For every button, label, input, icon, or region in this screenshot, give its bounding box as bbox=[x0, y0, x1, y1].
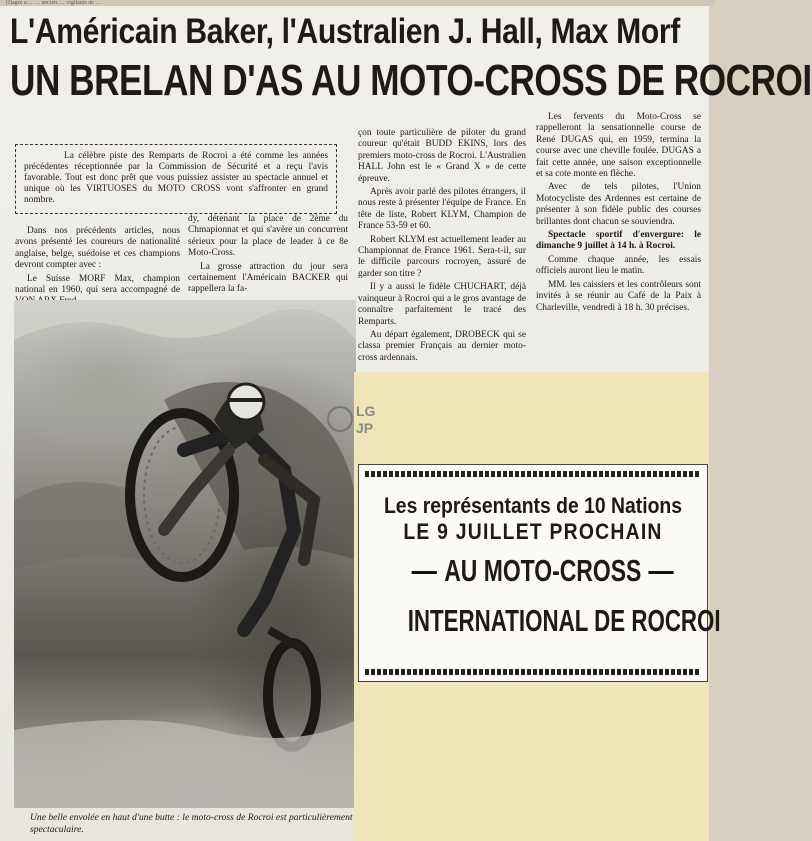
article-column-2 bbox=[188, 214, 348, 298]
article-column-1 bbox=[15, 226, 180, 310]
ad-bottom-border bbox=[365, 669, 701, 675]
col4-paragraph: MM. les caissiers et les contrôleurs sont invités à se réunir au Café de la Paix à Charleville, vendredi à 18 h. 30 précises. bbox=[536, 279, 701, 313]
col3-paragraph: Au départ également, DROBECK qui se classa premier Français au dernier moto-cross ardennais. bbox=[358, 329, 526, 363]
col2-paragraph: dy, détenant la place de 2ème du Chmapionnat et qui s'avère un concurrent sérieux pour la place de leader à ce 8e Moto-Cross. bbox=[188, 214, 348, 259]
col4-paragraph: Comme chaque année, les essais officiels auront lieu le matin. bbox=[536, 254, 701, 277]
watermark-line-2: JP bbox=[356, 420, 374, 436]
col4-paragraph: Les fervents du Moto-Cross se rappelleront la sensationnelle course de René DUGAS qui, en 1959, termina la course avec une cheville foulée. DUGAS a fait cette année, une saison exceptionnelle et sa cote monte en flèche. bbox=[536, 112, 701, 180]
dash-right bbox=[649, 571, 674, 574]
headline-line-1: L'Américain Baker, l'Australien J. Hall, Max Morf bbox=[10, 12, 680, 51]
dash-left bbox=[412, 571, 437, 574]
col1-paragraph: Le Suisse MORF Max, champion national en 1960, qui sera accompagné de bbox=[15, 273, 180, 296]
col3-paragraph: çon toute particulière de piloter du grand coureur qu'était BUDD EKINS, lors des premiers moto-cross de Rocroi. L'Australien HALL John est le « Grand X » de cette épreuve. bbox=[358, 128, 526, 184]
col3-paragraph: Robert KLYM est actuellement leader au Championnat de France 1961. Sera-t-il, sur le difficile parcours rocroyen, assuré de garder son titre ? bbox=[358, 234, 526, 279]
col1-paragraph: Dans nos précédents articles, nous avons présenté les coureurs de nationalité anglaise, belge, suédoise et ces champions devront compter avec : bbox=[15, 226, 180, 271]
photo-caption: Une belle envolée en haut d'une butte : le moto-cross de Rocroi est particulièrement spectaculaire. bbox=[30, 812, 353, 835]
col3-paragraph: Après avoir parlé des pilotes étrangers, il nous reste à présenter l'équipe de France. En tête de liste, Robert KLYM, Champion de France 53-59 et 60. bbox=[358, 187, 526, 232]
ad-line-1: Les représentants de 10 Nations bbox=[383, 493, 683, 518]
article-column-3 bbox=[358, 128, 526, 366]
ad-line-3-text: AU MOTO-CROSS bbox=[444, 553, 642, 588]
col2-paragraph: La grosse attraction du jour sera certainement l'Américain BACKER qui rappellera la fa- bbox=[188, 261, 348, 295]
rider-illustration bbox=[14, 300, 356, 808]
headline-line-2: UN BRELAN D'AS AU MOTO-CROSS DE ROCROI bbox=[10, 56, 812, 105]
advertisement-box bbox=[358, 464, 721, 682]
intro-box: La célèbre piste des Remparts de Rocroi a été comme les années précédentes réceptionnée par la Commission de Sécurité et a reçu l'avis favorable. Tout est donc prêt que vous puissiez assister au spectacle annuel et unique où les VIRTUOSES du MOTO CROSS vont s'affronter en grand nombre. bbox=[15, 144, 337, 214]
motocross-photo bbox=[14, 300, 356, 808]
watermark-logo bbox=[326, 399, 384, 439]
col4-paragraph: Avec de tels pilotes, l'Union Motocycliste des Ardennes est certaine de présenter à son fidèle public des courses brillantes dont chacun se souviendra. bbox=[536, 182, 701, 227]
ad-line-3 bbox=[404, 553, 662, 589]
col3-paragraph: Il y a aussi le fidèle CHUCHART, déjà vainqueur à Rocroi qui a le gros avantage de connaître parfaitement le tracé des Remparts. bbox=[358, 282, 526, 327]
watermark-line-1: LG bbox=[356, 403, 376, 419]
ad-line-2: LE 9 JUILLET PROCHAIN bbox=[403, 519, 663, 544]
article-column-4 bbox=[536, 112, 701, 316]
torn-top-strip: (I)agre a… … ancien … vigilants de … bbox=[0, 0, 715, 6]
col4-paragraph: Spectacle sportif d'envergure: le dimanche 9 juillet à 14 h. à Rocroi. bbox=[536, 230, 701, 252]
ad-top-border bbox=[365, 471, 701, 477]
ad-line-4: INTERNATIONAL DE ROCROI bbox=[407, 603, 721, 638]
